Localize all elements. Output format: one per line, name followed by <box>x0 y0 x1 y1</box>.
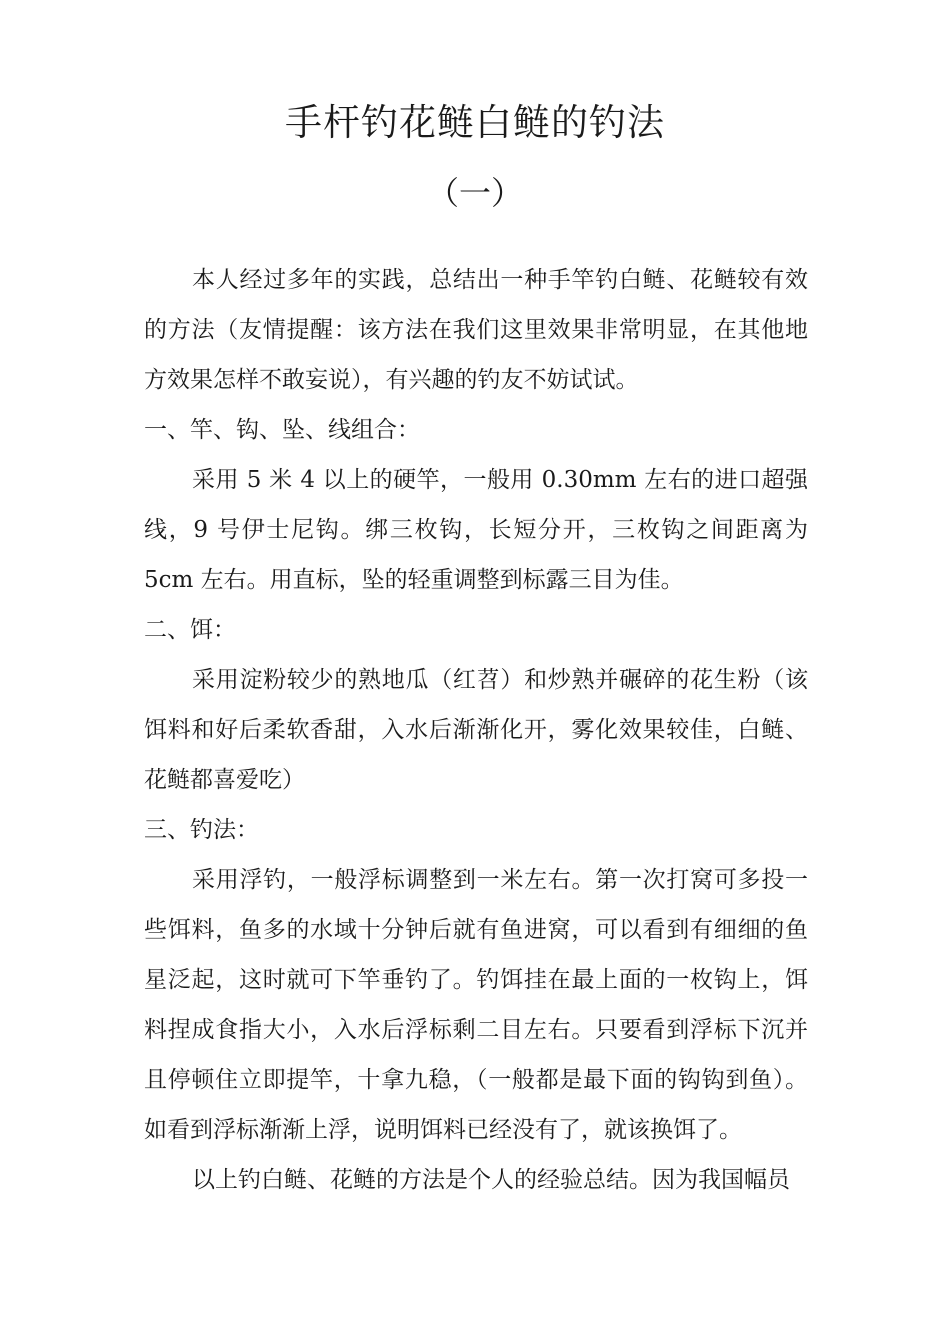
document-subtitle: （一） <box>426 174 523 212</box>
bait-paragraph: 采用淀粉较少的熟地瓜（红苕）和炒熟并碾碎的花生粉（该饵料和好后柔软香甜，入水后渐渐化开，雾化效果较佳，白鲢、花鲢都喜爱吃） <box>144 667 808 793</box>
document-title: 手杆钓花鲢白鲢的钓法 <box>285 101 665 144</box>
tackle-paragraph: 采用 5 米 4 以上的硬竿，一般用 0.30mm 左右的进口超强线，9 号伊士尼钩。绑三枚钩，长短分开，三枚钩之间距离为 5cm 左右。用直标，坠的轻重调整到标露三目为佳。 <box>144 467 808 593</box>
section-heading-method: 三、钓法： <box>144 817 259 843</box>
section-heading-bait: 二、饵： <box>144 617 236 643</box>
method-paragraph: 采用浮钓，一般浮标调整到一米左右。第一次打窝可多投一些饵料，鱼多的水域十分钟后就有鱼进窝，可以看到有细细的鱼星泛起，这时就可下竿垂钓了。钓饵挂在最上面的一枚钩上，饵料捏成食指大小，入水后浮标剩二目左右。只要看到浮标下沉并且停顿住立即提竿，十拿九稳，（一般都是最下面的钩钩到鱼）。如看到浮标渐渐上浮，说明饵料已经没有了，就该换饵了。 <box>144 867 808 1143</box>
conclusion-paragraph: 以上钓白鲢、花鲢的方法是个人的经验总结。因为我国幅员 <box>192 1167 790 1193</box>
section-heading-tackle: 一、竿、钩、坠、线组合： <box>144 417 420 443</box>
intro-paragraph: 本人经过多年的实践，总结出一种手竿钓白鲢、花鲢较有效的方法（友情提醒：该方法在我们这里效果非常明显，在其他地方效果怎样不敢妄说），有兴趣的钓友不妨试试。 <box>144 267 808 393</box>
document-body <box>144 255 808 1205</box>
